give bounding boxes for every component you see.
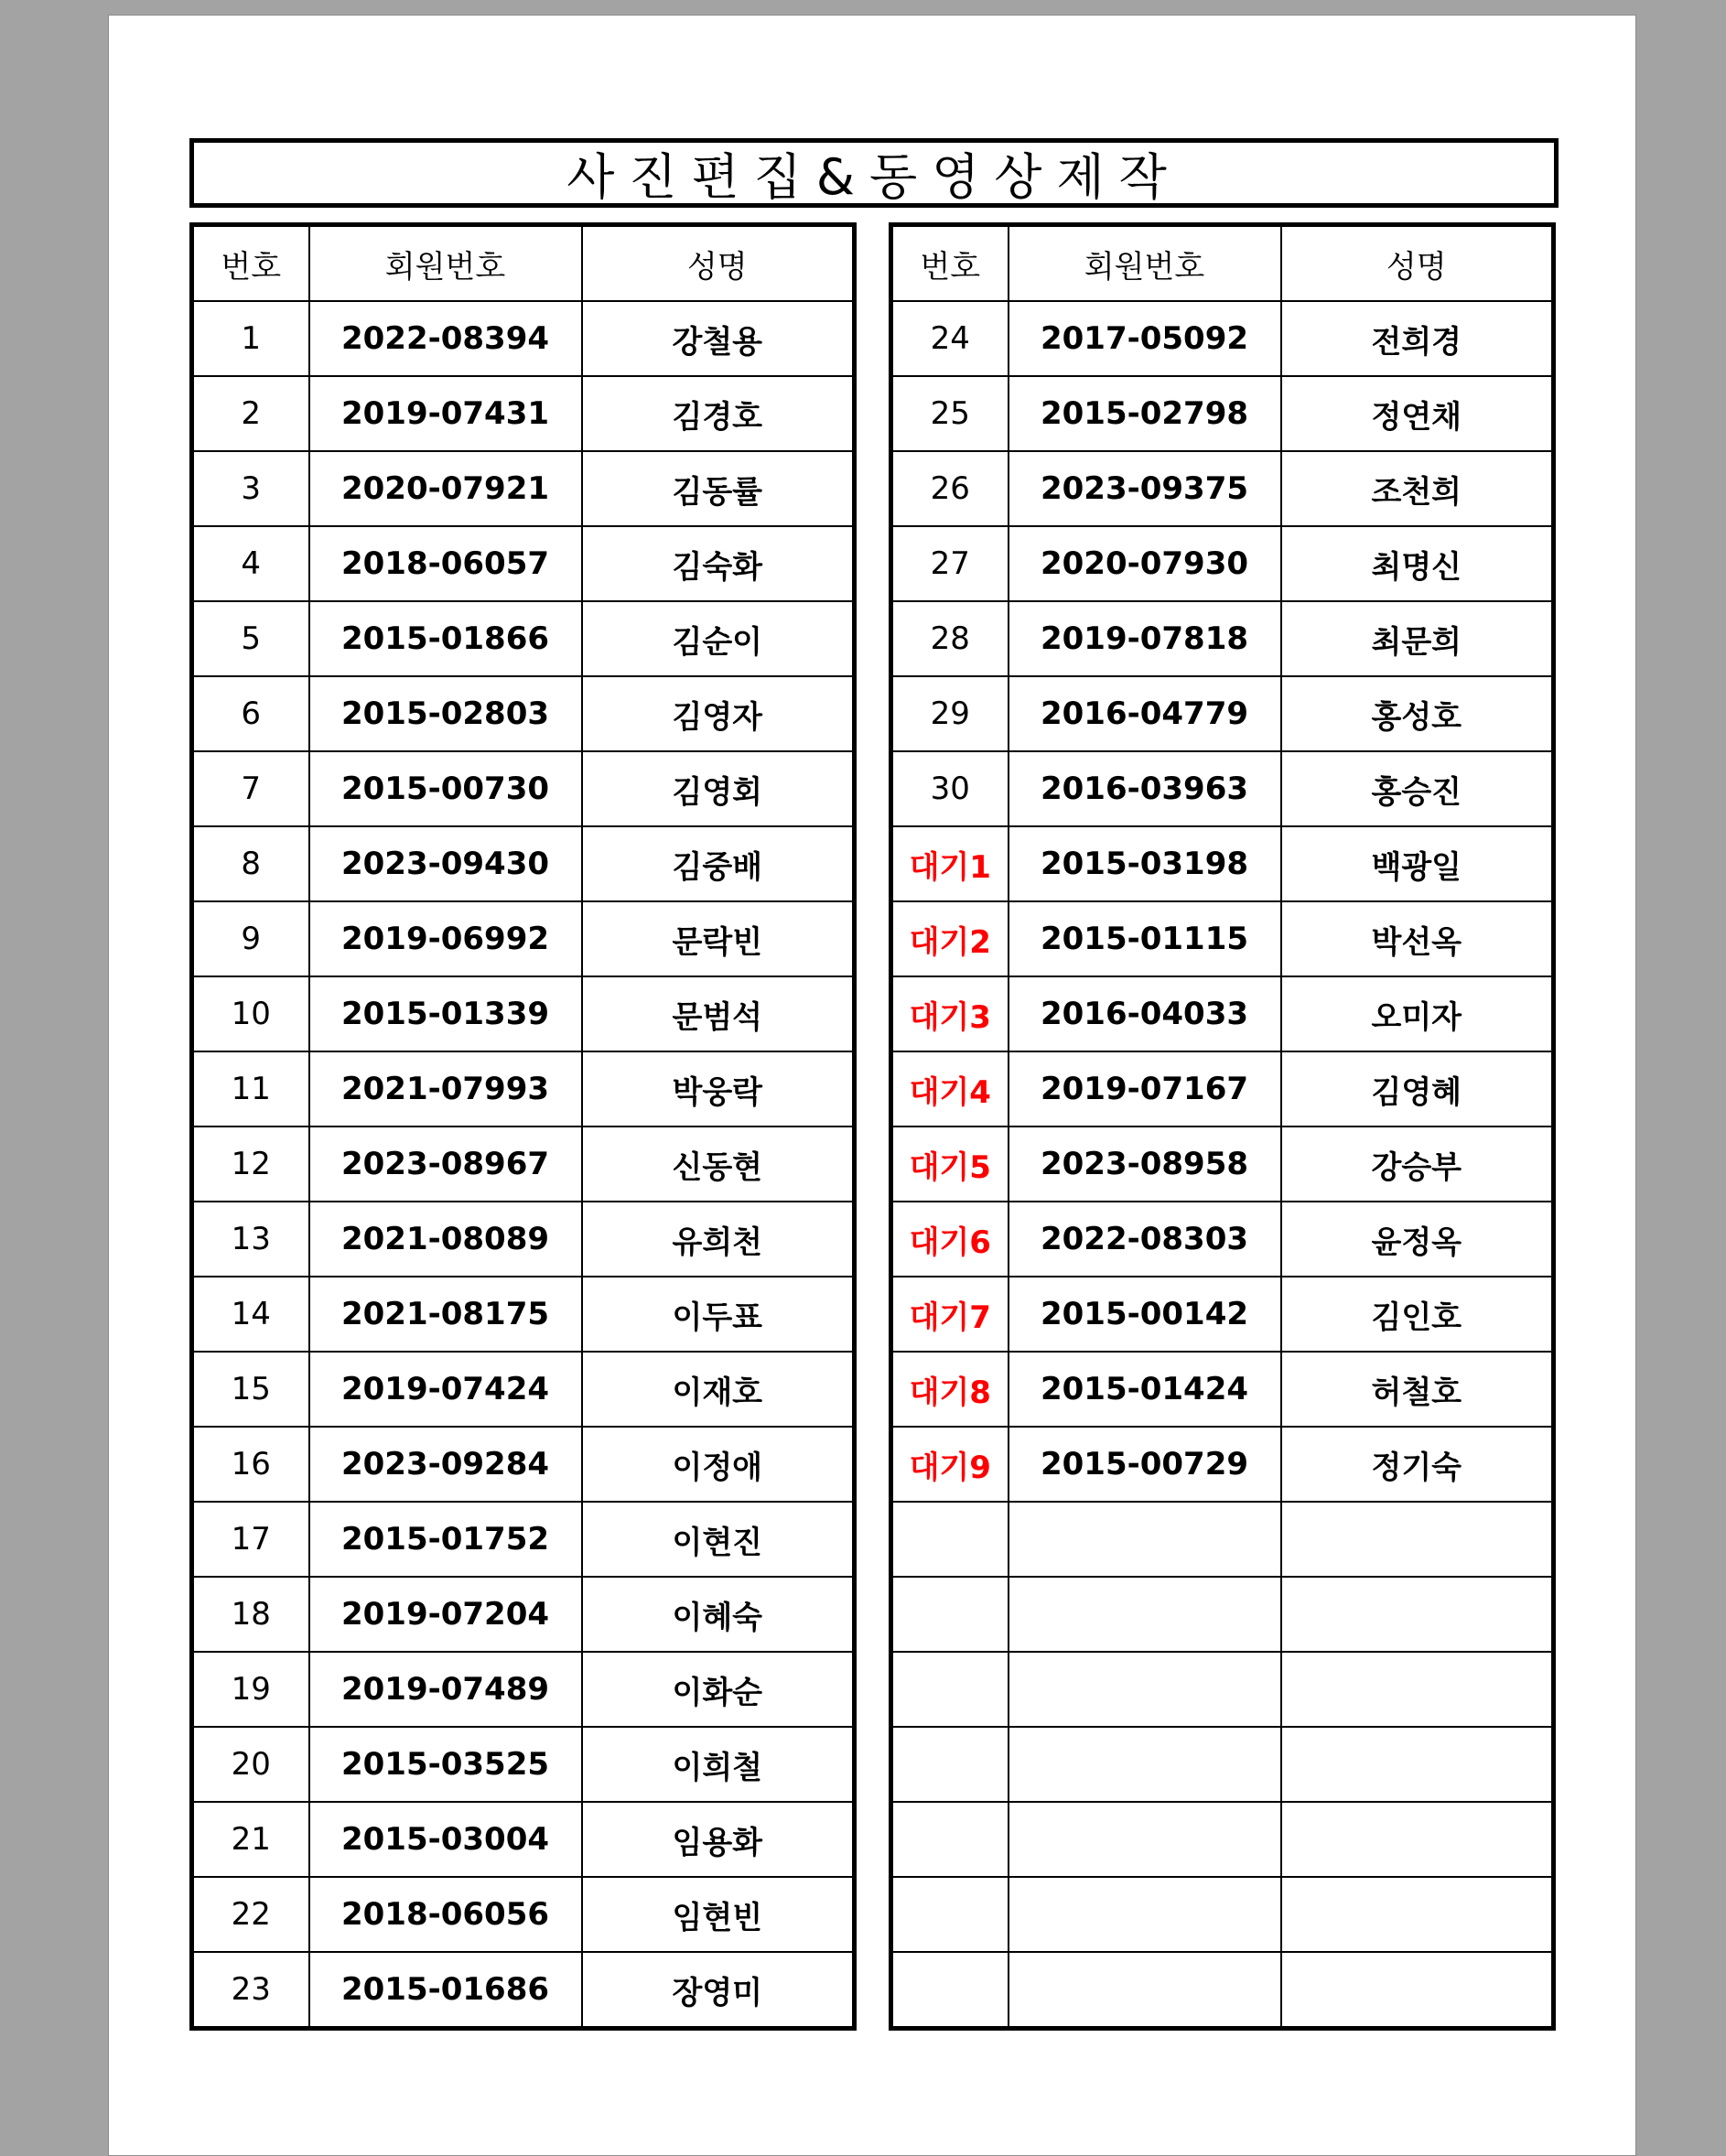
- member-name: 임용화: [582, 1802, 855, 1877]
- table-row: [891, 1652, 1554, 1727]
- table-row: [192, 826, 855, 901]
- row-number: 21: [192, 1802, 309, 1877]
- member-id: 2019-06992: [309, 901, 582, 976]
- member-id: 2015-00142: [1009, 1277, 1281, 1352]
- member-name: [1281, 1952, 1554, 2029]
- table-row: [891, 601, 1554, 676]
- member-name: [1281, 1502, 1554, 1577]
- member-name: 홍승진: [1281, 751, 1554, 826]
- member-name: 허철호: [1281, 1352, 1554, 1427]
- table-row: [891, 1427, 1554, 1502]
- table-row: [891, 901, 1554, 976]
- member-id: 2019-07424: [309, 1352, 582, 1427]
- row-number: 대기6: [891, 1202, 1009, 1277]
- member-name: [1281, 1727, 1554, 1802]
- member-id: 2017-05092: [1009, 301, 1281, 376]
- table-row: [192, 1727, 855, 1802]
- member-name: 이정애: [582, 1427, 855, 1502]
- table-row: [192, 976, 855, 1051]
- row-number: [891, 1652, 1009, 1727]
- row-number: 11: [192, 1051, 309, 1127]
- header-row: [891, 225, 1554, 302]
- row-number: 대기7: [891, 1277, 1009, 1352]
- member-name: [1281, 1577, 1554, 1652]
- member-name: 김영자: [582, 676, 855, 751]
- table-row: [192, 1202, 855, 1277]
- row-number: [891, 1877, 1009, 1952]
- document-page: [108, 15, 1636, 2156]
- roster-table-left: [189, 222, 857, 2031]
- table-row: [192, 301, 855, 376]
- table-row: [192, 1577, 855, 1652]
- member-id: 2016-03963: [1009, 751, 1281, 826]
- member-id: 2020-07930: [1009, 526, 1281, 601]
- row-number: 27: [891, 526, 1009, 601]
- member-name: 강승부: [1281, 1127, 1554, 1202]
- row-number: 8: [192, 826, 309, 901]
- member-name: 김숙화: [582, 526, 855, 601]
- table-row: [192, 1127, 855, 1202]
- row-number: 4: [192, 526, 309, 601]
- table-row: [192, 451, 855, 526]
- member-id: 2023-09375: [1009, 451, 1281, 526]
- row-number: 5: [192, 601, 309, 676]
- member-name: [1281, 1652, 1554, 1727]
- member-id: [1009, 1952, 1281, 2029]
- table-row: [192, 1802, 855, 1877]
- member-name: 김동률: [582, 451, 855, 526]
- member-id: [1009, 1652, 1281, 1727]
- row-number: 13: [192, 1202, 309, 1277]
- row-number: 대기5: [891, 1127, 1009, 1202]
- member-id: 2021-08089: [309, 1202, 582, 1277]
- row-number: 25: [891, 376, 1009, 451]
- table-row: [192, 1051, 855, 1127]
- member-id: [1009, 1877, 1281, 1952]
- table-row: [891, 751, 1554, 826]
- member-name: 백광일: [1281, 826, 1554, 901]
- member-id: 2015-03198: [1009, 826, 1281, 901]
- row-number: 24: [891, 301, 1009, 376]
- table-row: [891, 1202, 1554, 1277]
- row-number: 대기3: [891, 976, 1009, 1051]
- member-id: [1009, 1502, 1281, 1577]
- member-id: 2015-01339: [309, 976, 582, 1051]
- member-id: 2015-03004: [309, 1802, 582, 1877]
- table-row: [891, 1051, 1554, 1127]
- table-row: [891, 1277, 1554, 1352]
- member-id: 2021-08175: [309, 1277, 582, 1352]
- member-id: 2019-07489: [309, 1652, 582, 1727]
- roster-table-right: [889, 222, 1556, 2031]
- member-name: 이희철: [582, 1727, 855, 1802]
- member-id: 2015-01686: [309, 1952, 582, 2029]
- row-number: 15: [192, 1352, 309, 1427]
- table-row: [891, 1877, 1554, 1952]
- member-name: 문락빈: [582, 901, 855, 976]
- table-row: [891, 376, 1554, 451]
- row-number: 18: [192, 1577, 309, 1652]
- row-number: 6: [192, 676, 309, 751]
- member-name: 홍성호: [1281, 676, 1554, 751]
- member-id: 2015-02798: [1009, 376, 1281, 451]
- row-number: 3: [192, 451, 309, 526]
- table-row: [192, 1952, 855, 2029]
- member-name: 김순이: [582, 601, 855, 676]
- member-id: 2023-08958: [1009, 1127, 1281, 1202]
- member-name: 윤정옥: [1281, 1202, 1554, 1277]
- table-row: [192, 751, 855, 826]
- member-name: 이재호: [582, 1352, 855, 1427]
- table-row: [891, 1577, 1554, 1652]
- table-row: [891, 1502, 1554, 1577]
- table-row: [192, 601, 855, 676]
- header-no: 번호: [192, 225, 309, 302]
- member-id: 2016-04779: [1009, 676, 1281, 751]
- header-row: [192, 225, 855, 302]
- member-name: 조천희: [1281, 451, 1554, 526]
- member-name: 강철용: [582, 301, 855, 376]
- header-member-id: 회원번호: [1009, 225, 1281, 302]
- member-id: 2015-00729: [1009, 1427, 1281, 1502]
- member-name: [1281, 1877, 1554, 1952]
- member-id: 2022-08303: [1009, 1202, 1281, 1277]
- member-name: 이두표: [582, 1277, 855, 1352]
- row-number: 22: [192, 1877, 309, 1952]
- member-name: [1281, 1802, 1554, 1877]
- row-number: [891, 1802, 1009, 1877]
- member-name: 최명신: [1281, 526, 1554, 601]
- table-row: [891, 1802, 1554, 1877]
- header-name: 성명: [582, 225, 855, 302]
- member-name: 김중배: [582, 826, 855, 901]
- member-id: 2018-06056: [309, 1877, 582, 1952]
- member-id: 2019-07431: [309, 376, 582, 451]
- row-number: 23: [192, 1952, 309, 2029]
- member-id: 2019-07204: [309, 1577, 582, 1652]
- row-number: 대기2: [891, 901, 1009, 976]
- member-id: [1009, 1577, 1281, 1652]
- member-name: 최문희: [1281, 601, 1554, 676]
- row-number: 20: [192, 1727, 309, 1802]
- member-id: 2018-06057: [309, 526, 582, 601]
- member-name: 김영회: [582, 751, 855, 826]
- row-number: 1: [192, 301, 309, 376]
- row-number: 대기9: [891, 1427, 1009, 1502]
- member-name: 이혜숙: [582, 1577, 855, 1652]
- row-number: 29: [891, 676, 1009, 751]
- table-row: [891, 826, 1554, 901]
- member-id: 2015-00730: [309, 751, 582, 826]
- row-number: [891, 1952, 1009, 2029]
- member-id: 2015-02803: [309, 676, 582, 751]
- table-row: [192, 1427, 855, 1502]
- member-id: 2021-07993: [309, 1051, 582, 1127]
- member-id: 2022-08394: [309, 301, 582, 376]
- row-number: 대기4: [891, 1051, 1009, 1127]
- row-number: 대기8: [891, 1352, 1009, 1427]
- row-number: [891, 1502, 1009, 1577]
- table-row: [891, 1727, 1554, 1802]
- member-id: 2015-01866: [309, 601, 582, 676]
- row-number: 2: [192, 376, 309, 451]
- member-name: 장영미: [582, 1952, 855, 2029]
- table-row: [891, 526, 1554, 601]
- header-member-id: 회원번호: [309, 225, 582, 302]
- table-row: [192, 1877, 855, 1952]
- row-number: 14: [192, 1277, 309, 1352]
- member-id: 2015-01115: [1009, 901, 1281, 976]
- table-row: [192, 376, 855, 451]
- table-row: [891, 976, 1554, 1051]
- member-id: 2015-01424: [1009, 1352, 1281, 1427]
- row-number: 17: [192, 1502, 309, 1577]
- header-no: 번호: [891, 225, 1009, 302]
- table-row: [192, 1277, 855, 1352]
- member-name: 박웅락: [582, 1051, 855, 1127]
- document-title: 사진편집&동영상제작: [189, 138, 1559, 208]
- member-name: 문범석: [582, 976, 855, 1051]
- table-row: [192, 676, 855, 751]
- member-id: [1009, 1802, 1281, 1877]
- header-name: 성명: [1281, 225, 1554, 302]
- member-name: 박선옥: [1281, 901, 1554, 976]
- member-id: 2016-04033: [1009, 976, 1281, 1051]
- member-name: 정기숙: [1281, 1427, 1554, 1502]
- member-id: 2015-01752: [309, 1502, 582, 1577]
- row-number: 30: [891, 751, 1009, 826]
- member-name: 임현빈: [582, 1877, 855, 1952]
- member-id: 2015-03525: [309, 1727, 582, 1802]
- member-name: 오미자: [1281, 976, 1554, 1051]
- row-number: 28: [891, 601, 1009, 676]
- table-row: [891, 676, 1554, 751]
- table-row: [891, 451, 1554, 526]
- row-number: 12: [192, 1127, 309, 1202]
- member-name: 신동현: [582, 1127, 855, 1202]
- member-id: 2023-09284: [309, 1427, 582, 1502]
- member-id: [1009, 1727, 1281, 1802]
- member-name: 김영혜: [1281, 1051, 1554, 1127]
- row-number: 19: [192, 1652, 309, 1727]
- table-row: [891, 301, 1554, 376]
- member-name: 유희천: [582, 1202, 855, 1277]
- table-row: [192, 1502, 855, 1577]
- table-row: [192, 526, 855, 601]
- table-row: [192, 1352, 855, 1427]
- row-number: 7: [192, 751, 309, 826]
- table-row: [891, 1352, 1554, 1427]
- member-id: 2023-08967: [309, 1127, 582, 1202]
- row-number: 10: [192, 976, 309, 1051]
- table-row: [192, 901, 855, 976]
- row-number: 16: [192, 1427, 309, 1502]
- row-number: [891, 1727, 1009, 1802]
- member-id: 2019-07167: [1009, 1051, 1281, 1127]
- row-number: 대기1: [891, 826, 1009, 901]
- row-number: 9: [192, 901, 309, 976]
- member-name: 이현진: [582, 1502, 855, 1577]
- member-id: 2023-09430: [309, 826, 582, 901]
- member-name: 이화순: [582, 1652, 855, 1727]
- member-id: 2019-07818: [1009, 601, 1281, 676]
- table-row: [891, 1127, 1554, 1202]
- member-id: 2020-07921: [309, 451, 582, 526]
- table-row: [192, 1652, 855, 1727]
- row-number: [891, 1577, 1009, 1652]
- member-name: 전희경: [1281, 301, 1554, 376]
- member-name: 정연채: [1281, 376, 1554, 451]
- row-number: 26: [891, 451, 1009, 526]
- table-row: [891, 1952, 1554, 2029]
- member-name: 김인호: [1281, 1277, 1554, 1352]
- member-name: 김경호: [582, 376, 855, 451]
